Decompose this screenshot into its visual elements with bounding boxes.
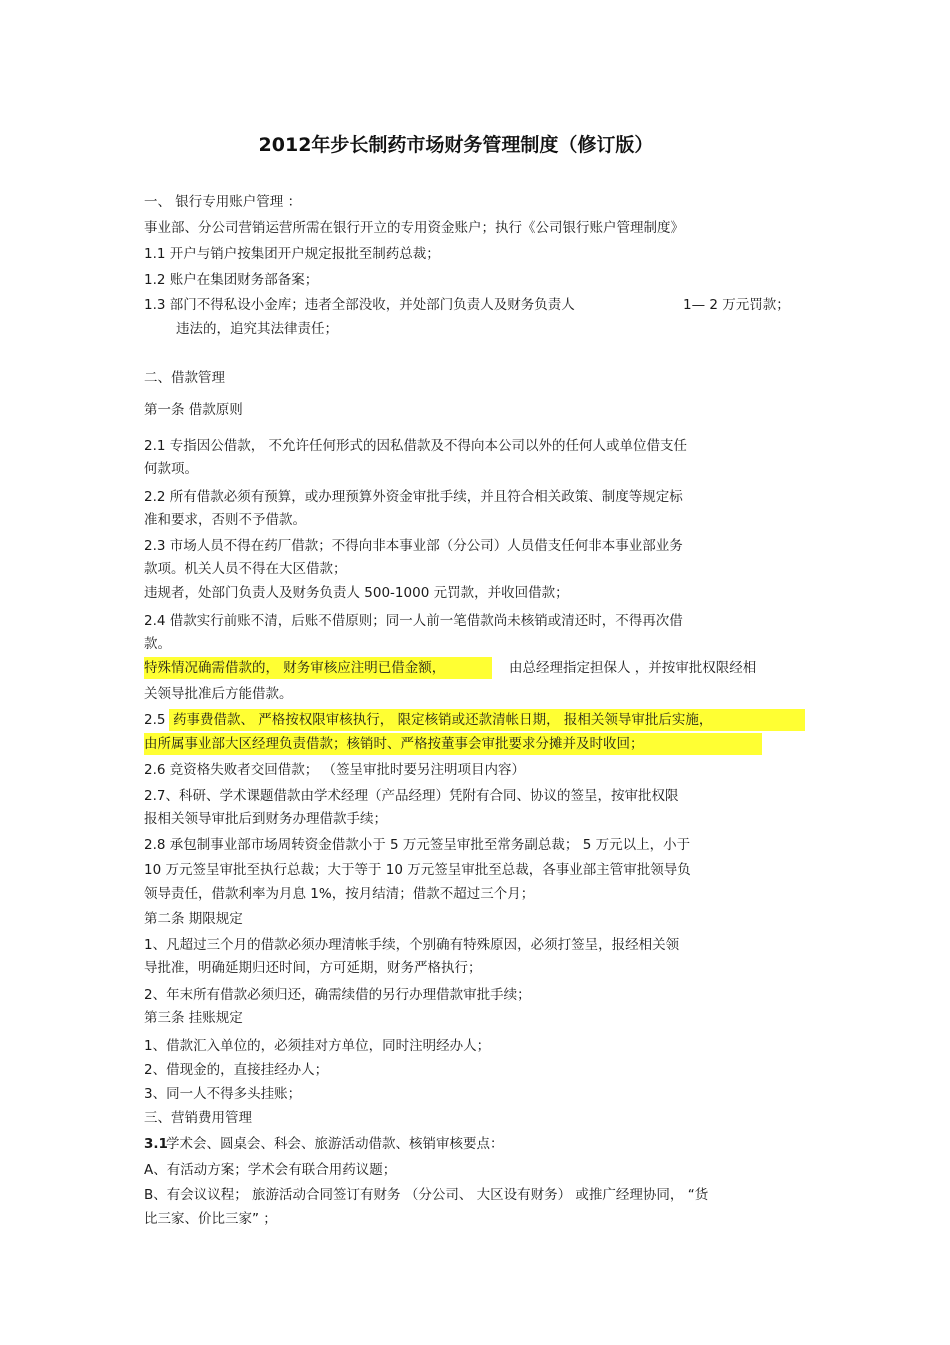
clause-2-5: 药事费借款、 严格按权限审核执行， 限定核销或还款清帐日期， 报相关领导审批后实施， bbox=[173, 712, 713, 728]
point-a: A、有活动方案；学术会有联合用药议题； bbox=[144, 1162, 397, 1178]
section-2-heading: 二、借款管理 bbox=[144, 370, 225, 386]
clause-2-4-approval: 关领导批准后方能借款。 bbox=[144, 686, 293, 702]
clause-2-3: 2.3 市场人员不得在药厂借款；不得向非本事业部（分公司）人员借支任何非本事业部业务 bbox=[144, 538, 683, 554]
clause-2-3-penalty: 违规者，处部门负责人及财务负责人 500-1000 元罚款，并收回借款； bbox=[144, 585, 569, 601]
account-rule-2: 2、借现金的，直接挂经办人； bbox=[144, 1062, 329, 1078]
clause-2-2: 2.2 所有借款必须有预算，或办理预算外资金审批手续，并且符合相关政策、制度等规定标 bbox=[144, 489, 683, 505]
term-rule-1: 1、凡超过三个月的借款必须办理清帐手续，个别确有特殊原因，必须打签呈，报经相关领 bbox=[144, 937, 680, 953]
clause-2-1: 2.1 专指因公借款， 不允许任何形式的因私借款及不得向本公司以外的任何人或单位借支任 bbox=[144, 438, 688, 454]
point-b: B、有会议议程； 旅游活动合同签订有财务 （分公司、 大区设有财务） 或推广经理协同， “货 bbox=[144, 1187, 709, 1203]
clause-2-8: 2.8 承包制事业部市场周转资金借款小于 5 万元签呈审批至常务副总裁； 5 万元以上，小于 bbox=[144, 837, 691, 853]
point-b-cont: 比三家、价比三家” ； bbox=[144, 1211, 277, 1227]
clause-1-2: 1.2 账户在集团财务部备案； bbox=[144, 272, 319, 288]
clause-2-8-interest: 领导责任，借款利率为月息 1%，按月结清；借款不超过三个月； bbox=[144, 886, 535, 902]
clause-3-1: 学术会、圆桌会、科会、旅游活动借款、核销审核要点： bbox=[166, 1136, 504, 1152]
clause-2-4-guarantor: 由总经理指定担保人 ，并按审批权限经相 bbox=[509, 660, 757, 676]
clause-2-6: 2.6 竞资格失败者交回借款； （签呈审批时要另注明项目内容） bbox=[144, 762, 526, 778]
account-rule-1: 1、借款汇入单位的，必须挂对方单位，同时注明经办人； bbox=[144, 1038, 491, 1054]
clause-2-7: 2.7、科研、学术课题借款由学术经理（产品经理）凭附有合同、协议的签呈，按审批权限 bbox=[144, 788, 679, 804]
article-1-heading: 第一条 借款原则 bbox=[144, 402, 243, 418]
clause-2-2-cont: 准和要求，否则不予借款。 bbox=[144, 512, 306, 528]
clause-1-3: 1.3 部门不得私设小金库；违者全部没收，并处部门负责人及财务负责人 bbox=[144, 297, 575, 313]
section-3-heading: 三、营销费用管理 bbox=[144, 1110, 252, 1126]
clause-2-5-cont: 由所属事业部大区经理负责借款；核销时、严格按董事会审批要求分摊并及时收回； bbox=[144, 736, 644, 752]
account-rule-3: 3、同一人不得多头挂账； bbox=[144, 1086, 302, 1102]
article-3-heading: 第三条 挂账规定 bbox=[144, 1010, 243, 1026]
clause-1-3-penalty: 1— 2 万元罚款； bbox=[683, 297, 790, 313]
clause-3-1-number: 3.1 bbox=[144, 1136, 168, 1152]
section-1-heading: 一、 银行专用账户管理 ： bbox=[144, 194, 302, 210]
clause-1-1: 1.1 开户与销户按集团开户规定报批至制药总裁； bbox=[144, 246, 440, 262]
clause-1-3-cont: 违法的，追究其法律责任； bbox=[176, 321, 338, 337]
clause-2-7-cont: 报相关领导审批后到财务办理借款手续； bbox=[144, 811, 387, 827]
clause-2-3-cont: 款项。机关人员不得在大区借款； bbox=[144, 561, 347, 577]
clause-2-4: 2.4 借款实行前账不清，后账不借原则；同一人前一笔借款尚未核销或清还时，不得再次借 bbox=[144, 613, 683, 629]
clause-2-4-highlighted: 特殊情况确需借款的， 财务审核应注明已借金额， bbox=[144, 660, 446, 676]
term-rule-1-cont: 导批准，明确延期归还时间，方可延期，财务严格执行； bbox=[144, 960, 482, 976]
clause-2-4-cont: 款。 bbox=[144, 636, 171, 652]
article-2-heading: 第二条 期限规定 bbox=[144, 911, 243, 927]
clause-2-1-cont: 何款项。 bbox=[144, 461, 198, 477]
clause-2-5-number: 2.5 bbox=[144, 712, 166, 728]
section-1-intro: 事业部、分公司营销运营所需在银行开立的专用资金账户；执行《公司银行账户管理制度》 bbox=[144, 220, 684, 236]
clause-2-8-cont: 10 万元签呈审批至执行总裁；大于等于 10 万元签呈审批至总裁，各事业部主管审批领导负 bbox=[144, 862, 691, 878]
term-rule-2: 2、年末所有借款必须归还，确需续借的另行办理借款审批手续； bbox=[144, 987, 531, 1003]
document-title: 2012年步长制药市场财务管理制度（修订版） bbox=[258, 134, 654, 156]
